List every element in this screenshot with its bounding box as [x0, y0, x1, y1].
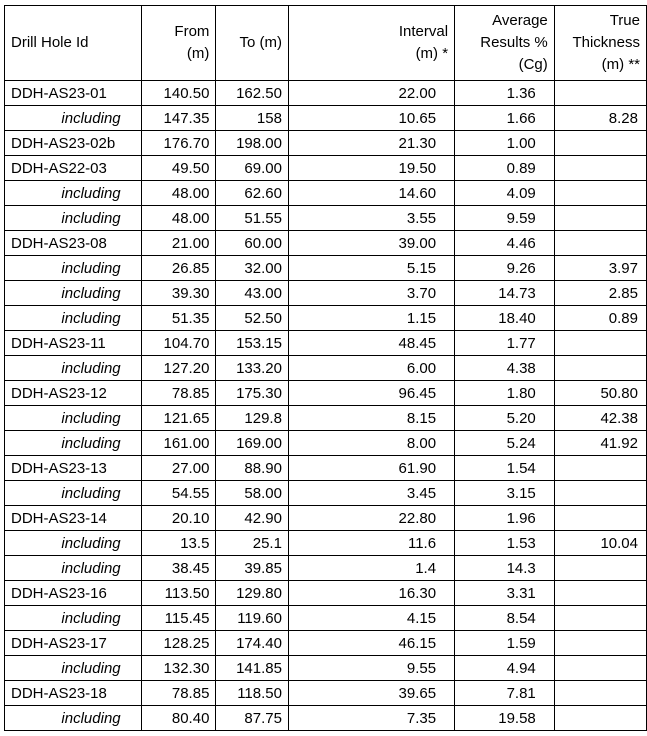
- drill-hole-id-cell: DDH-AS23-02b: [5, 131, 142, 156]
- average-result-cell: 9.59: [455, 206, 555, 231]
- true-thickness-cell: 2.85: [554, 281, 646, 306]
- interval-cell: 48.45: [288, 331, 454, 356]
- average-result-cell: 9.26: [455, 256, 555, 281]
- table-row: [5, 656, 647, 681]
- header-true-thickness: True Thickness (m) **: [554, 6, 646, 81]
- interval-cell: 3.70: [288, 281, 454, 306]
- average-result-cell: 1.36: [455, 81, 555, 106]
- true-thickness-cell: [554, 181, 646, 206]
- header-from: From (m): [141, 6, 216, 81]
- to-cell: 175.30: [216, 381, 289, 406]
- from-cell: 26.85: [141, 256, 216, 281]
- to-cell: 174.40: [216, 631, 289, 656]
- drill-hole-id-cell: including: [5, 181, 142, 206]
- interval-cell: 5.15: [288, 256, 454, 281]
- table-row: [5, 106, 647, 131]
- table-row: [5, 331, 647, 356]
- drill-results-table: [4, 5, 647, 731]
- table-row: [5, 531, 647, 556]
- drill-hole-id-cell: DDH-AS23-18: [5, 681, 142, 706]
- interval-cell: 9.55: [288, 656, 454, 681]
- interval-cell: 8.15: [288, 406, 454, 431]
- average-result-cell: 4.46: [455, 231, 555, 256]
- average-result-cell: 1.66: [455, 106, 555, 131]
- interval-cell: 61.90: [288, 456, 454, 481]
- interval-cell: 14.60: [288, 181, 454, 206]
- to-cell: 129.80: [216, 581, 289, 606]
- average-result-cell: 5.20: [455, 406, 555, 431]
- average-result-cell: 3.15: [455, 481, 555, 506]
- true-thickness-cell: 8.28: [554, 106, 646, 131]
- table-row: [5, 681, 647, 706]
- true-thickness-cell: [554, 681, 646, 706]
- to-cell: 118.50: [216, 681, 289, 706]
- to-cell: 141.85: [216, 656, 289, 681]
- table-row: [5, 381, 647, 406]
- drill-hole-id-cell: including: [5, 206, 142, 231]
- table-row: [5, 606, 647, 631]
- true-thickness-cell: [554, 581, 646, 606]
- table-row: [5, 256, 647, 281]
- table-row: [5, 406, 647, 431]
- table-row: [5, 706, 647, 731]
- drill-hole-id-cell: DDH-AS23-11: [5, 331, 142, 356]
- table-row: [5, 581, 647, 606]
- to-cell: 42.90: [216, 506, 289, 531]
- header-drill-hole-id: Drill Hole Id: [5, 6, 142, 81]
- from-cell: 140.50: [141, 81, 216, 106]
- to-cell: 162.50: [216, 81, 289, 106]
- average-result-cell: 19.58: [455, 706, 555, 731]
- table-row: [5, 431, 647, 456]
- drill-hole-id-cell: including: [5, 306, 142, 331]
- from-cell: 54.55: [141, 481, 216, 506]
- interval-cell: 8.00: [288, 431, 454, 456]
- true-thickness-cell: [554, 131, 646, 156]
- from-cell: 80.40: [141, 706, 216, 731]
- from-cell: 13.5: [141, 531, 216, 556]
- interval-cell: 39.65: [288, 681, 454, 706]
- to-cell: 133.20: [216, 356, 289, 381]
- drill-hole-id-cell: DDH-AS23-14: [5, 506, 142, 531]
- interval-cell: 3.45: [288, 481, 454, 506]
- to-cell: 39.85: [216, 556, 289, 581]
- to-cell: 198.00: [216, 131, 289, 156]
- true-thickness-cell: [554, 631, 646, 656]
- average-result-cell: 7.81: [455, 681, 555, 706]
- average-result-cell: 18.40: [455, 306, 555, 331]
- drill-hole-id-cell: including: [5, 531, 142, 556]
- average-result-cell: 1.54: [455, 456, 555, 481]
- interval-cell: 19.50: [288, 156, 454, 181]
- drill-hole-id-cell: including: [5, 656, 142, 681]
- from-cell: 176.70: [141, 131, 216, 156]
- drill-hole-id-cell: including: [5, 706, 142, 731]
- average-result-cell: 4.94: [455, 656, 555, 681]
- drill-hole-id-cell: DDH-AS23-01: [5, 81, 142, 106]
- interval-cell: 46.15: [288, 631, 454, 656]
- to-cell: 52.50: [216, 306, 289, 331]
- to-cell: 60.00: [216, 231, 289, 256]
- header-interval: Interval (m) *: [288, 6, 454, 81]
- from-cell: 78.85: [141, 681, 216, 706]
- interval-cell: 11.6: [288, 531, 454, 556]
- true-thickness-cell: 3.97: [554, 256, 646, 281]
- interval-cell: 10.65: [288, 106, 454, 131]
- average-result-cell: 3.31: [455, 581, 555, 606]
- interval-cell: 96.45: [288, 381, 454, 406]
- drill-hole-id-cell: including: [5, 281, 142, 306]
- table-row: [5, 306, 647, 331]
- interval-cell: 39.00: [288, 231, 454, 256]
- drill-hole-id-cell: DDH-AS23-16: [5, 581, 142, 606]
- average-result-cell: 4.38: [455, 356, 555, 381]
- true-thickness-cell: 50.80: [554, 381, 646, 406]
- from-cell: 51.35: [141, 306, 216, 331]
- from-cell: 78.85: [141, 381, 216, 406]
- from-cell: 147.35: [141, 106, 216, 131]
- table-row: [5, 231, 647, 256]
- true-thickness-cell: [554, 456, 646, 481]
- to-cell: 119.60: [216, 606, 289, 631]
- true-thickness-cell: [554, 506, 646, 531]
- drill-hole-id-cell: including: [5, 356, 142, 381]
- header-average-results: Average Results % (Cg): [455, 6, 555, 81]
- from-cell: 49.50: [141, 156, 216, 181]
- true-thickness-cell: [554, 656, 646, 681]
- average-result-cell: 0.89: [455, 156, 555, 181]
- true-thickness-cell: [554, 231, 646, 256]
- average-result-cell: 14.73: [455, 281, 555, 306]
- true-thickness-cell: 42.38: [554, 406, 646, 431]
- true-thickness-cell: [554, 356, 646, 381]
- true-thickness-cell: 0.89: [554, 306, 646, 331]
- drill-hole-id-cell: including: [5, 406, 142, 431]
- true-thickness-cell: [554, 606, 646, 631]
- to-cell: 25.1: [216, 531, 289, 556]
- table-row: [5, 506, 647, 531]
- table-row: [5, 81, 647, 106]
- average-result-cell: 1.96: [455, 506, 555, 531]
- header-row: [5, 6, 647, 81]
- drill-hole-id-cell: DDH-AS23-17: [5, 631, 142, 656]
- true-thickness-cell: [554, 81, 646, 106]
- average-result-cell: 1.80: [455, 381, 555, 406]
- from-cell: 39.30: [141, 281, 216, 306]
- interval-cell: 22.80: [288, 506, 454, 531]
- drill-hole-id-cell: including: [5, 431, 142, 456]
- table-row: [5, 631, 647, 656]
- interval-cell: 1.15: [288, 306, 454, 331]
- table-row: [5, 181, 647, 206]
- to-cell: 32.00: [216, 256, 289, 281]
- average-result-cell: 1.00: [455, 131, 555, 156]
- from-cell: 128.25: [141, 631, 216, 656]
- from-cell: 48.00: [141, 206, 216, 231]
- to-cell: 88.90: [216, 456, 289, 481]
- drill-hole-id-cell: including: [5, 606, 142, 631]
- average-result-cell: 8.54: [455, 606, 555, 631]
- from-cell: 161.00: [141, 431, 216, 456]
- table-row: [5, 556, 647, 581]
- interval-cell: 7.35: [288, 706, 454, 731]
- from-cell: 20.10: [141, 506, 216, 531]
- to-cell: 51.55: [216, 206, 289, 231]
- true-thickness-cell: [554, 481, 646, 506]
- interval-cell: 22.00: [288, 81, 454, 106]
- to-cell: 169.00: [216, 431, 289, 456]
- true-thickness-cell: [554, 206, 646, 231]
- table-row: [5, 131, 647, 156]
- true-thickness-cell: 41.92: [554, 431, 646, 456]
- interval-cell: 3.55: [288, 206, 454, 231]
- average-result-cell: 1.59: [455, 631, 555, 656]
- drill-hole-id-cell: including: [5, 106, 142, 131]
- from-cell: 121.65: [141, 406, 216, 431]
- table-body: [5, 81, 647, 731]
- interval-cell: 21.30: [288, 131, 454, 156]
- drill-hole-id-cell: DDH-AS23-12: [5, 381, 142, 406]
- drill-hole-id-cell: including: [5, 481, 142, 506]
- table-row: [5, 481, 647, 506]
- to-cell: 62.60: [216, 181, 289, 206]
- from-cell: 48.00: [141, 181, 216, 206]
- drill-hole-id-cell: DDH-AS22-03: [5, 156, 142, 181]
- to-cell: 153.15: [216, 331, 289, 356]
- true-thickness-cell: [554, 156, 646, 181]
- from-cell: 115.45: [141, 606, 216, 631]
- average-result-cell: 14.3: [455, 556, 555, 581]
- to-cell: 129.8: [216, 406, 289, 431]
- from-cell: 27.00: [141, 456, 216, 481]
- to-cell: 87.75: [216, 706, 289, 731]
- drill-hole-id-cell: DDH-AS23-08: [5, 231, 142, 256]
- drill-hole-id-cell: including: [5, 256, 142, 281]
- from-cell: 38.45: [141, 556, 216, 581]
- to-cell: 69.00: [216, 156, 289, 181]
- table-row: [5, 456, 647, 481]
- drill-hole-id-cell: DDH-AS23-13: [5, 456, 142, 481]
- from-cell: 113.50: [141, 581, 216, 606]
- true-thickness-cell: [554, 706, 646, 731]
- table-row: [5, 356, 647, 381]
- table-row: [5, 206, 647, 231]
- true-thickness-cell: [554, 331, 646, 356]
- interval-cell: 16.30: [288, 581, 454, 606]
- average-result-cell: 1.53: [455, 531, 555, 556]
- drill-hole-id-cell: including: [5, 556, 142, 581]
- from-cell: 127.20: [141, 356, 216, 381]
- to-cell: 158: [216, 106, 289, 131]
- true-thickness-cell: 10.04: [554, 531, 646, 556]
- header-to: To (m): [216, 6, 289, 81]
- interval-cell: 6.00: [288, 356, 454, 381]
- table-row: [5, 156, 647, 181]
- interval-cell: 1.4: [288, 556, 454, 581]
- table-row: [5, 281, 647, 306]
- from-cell: 21.00: [141, 231, 216, 256]
- true-thickness-cell: [554, 556, 646, 581]
- from-cell: 132.30: [141, 656, 216, 681]
- average-result-cell: 4.09: [455, 181, 555, 206]
- average-result-cell: 1.77: [455, 331, 555, 356]
- to-cell: 58.00: [216, 481, 289, 506]
- to-cell: 43.00: [216, 281, 289, 306]
- interval-cell: 4.15: [288, 606, 454, 631]
- average-result-cell: 5.24: [455, 431, 555, 456]
- from-cell: 104.70: [141, 331, 216, 356]
